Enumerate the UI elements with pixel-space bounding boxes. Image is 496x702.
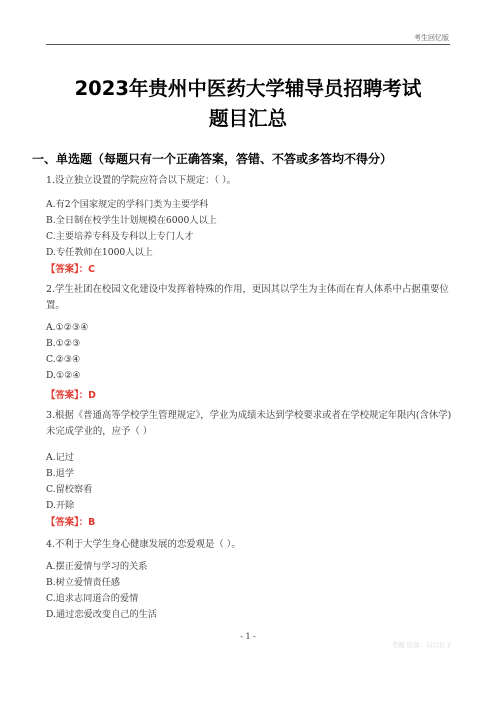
- question-3-text: 3.根据《普通高等学校学生管理规定》，学业为成绩未达到学校要求或者在学校规定年限内(含休学)未完成学业的，应予（ ）: [46, 410, 452, 437]
- question-1-option-d: D.专任教师在1000人以上: [46, 247, 153, 258]
- question-3-option-c: C.留校察看: [46, 484, 93, 495]
- title-line-2: 题目汇总: [208, 107, 287, 130]
- title-line-1: 2023年贵州中医药大学辅导员招聘考试: [74, 77, 422, 100]
- watermark: 考题 资源：勾以长予: [391, 641, 452, 649]
- question-1-answer: 【答案】：C: [46, 264, 96, 275]
- question-3-answer: 【答案】：B: [46, 517, 96, 528]
- question-1-option-a: A.有2个国家规定的学科门类为主要学科: [46, 199, 209, 210]
- question-2-answer: 【答案】：D: [46, 390, 96, 401]
- question-4-option-c: C.追求志同道合的爱情: [46, 593, 139, 604]
- question-2-option-c: C.②③④: [46, 354, 81, 365]
- question-2-text: 2.学生社团在校园文化建设中发挥着特殊的作用，更因其以学生为主体而在育人体系中占据重要位置。: [46, 284, 449, 311]
- question-4-option-a: A.摆正爱情与学习的关系: [46, 561, 148, 572]
- question-3-option-d: D.开除: [46, 500, 75, 511]
- question-2-option-a: A.①②③④: [46, 322, 89, 333]
- question-2-option-b: B.①②③: [46, 338, 81, 349]
- header-note: 考生回忆版: [414, 34, 449, 42]
- question-1-text: 1.设立独立设置的学院应符合以下规定：（ ）。: [46, 175, 237, 186]
- question-4-option-d: D.通过恋爱改变自己的生活: [46, 609, 158, 620]
- question-1-option-b: B.全日制在校学生计划规模在6000人以上: [46, 215, 217, 226]
- section-heading: 一、单选题（每题只有一个正确答案，答错、不答或多答均不得分）: [32, 152, 393, 166]
- question-3-option-b: B.退学: [46, 468, 75, 479]
- question-2-option-d: D.①②④: [46, 370, 81, 381]
- question-4-text: 4.不利于大学生身心健康发展的恋爱观是（ ）。: [46, 539, 241, 550]
- page-number: - 1 -: [240, 632, 256, 641]
- question-1-option-c: C.主要培养专科及专科以上专门人才: [46, 231, 194, 242]
- header-divider: [46, 44, 450, 45]
- question-3-option-a: A.记过: [46, 452, 74, 463]
- document-title: [30, 74, 466, 134]
- question-4-option-b: B.树立爱情责任感: [46, 577, 120, 588]
